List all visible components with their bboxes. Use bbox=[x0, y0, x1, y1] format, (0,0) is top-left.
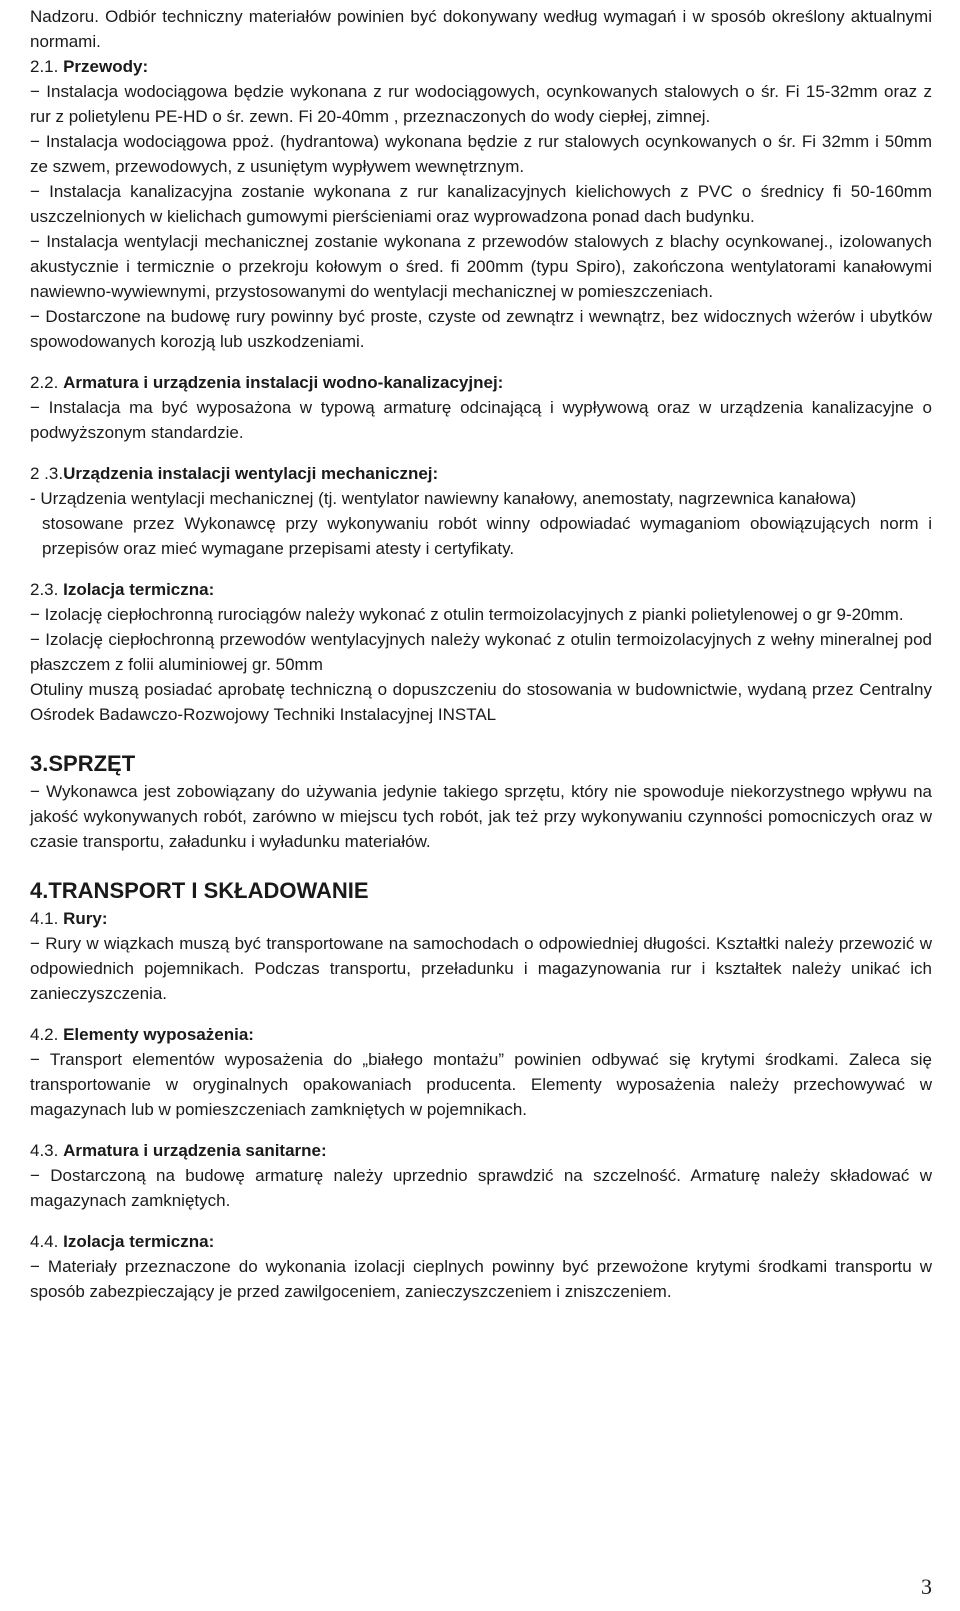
section-number: 2.1. bbox=[30, 57, 59, 76]
section-title: Armatura i urządzenia instalacji wodno-kanalizacyjnej: bbox=[63, 373, 504, 392]
list-item: − Dostarczone na budowę rury powinny być proste, czyste od zewnątrz i wewnątrz, bez widocznych wżerów i ubytków spowodowanych korozją lub uszkodzeniami. bbox=[30, 307, 932, 351]
list-item: − Izolację ciepłochronną rurociągów należy wykonać z otulin termoizolacyjnych z pianki polietylenowej o gr 9-20mm. bbox=[30, 605, 904, 624]
section-2-2-heading bbox=[30, 370, 932, 395]
section-number: 4.2. bbox=[30, 1025, 59, 1044]
section-title: Armatura i urządzenia sanitarne: bbox=[63, 1141, 327, 1160]
list-item: − Instalacja ma być wyposażona w typową armaturę odcinającą i wypływową oraz w urządzenia kanalizacyjne o podwyższonym standardzie. bbox=[30, 398, 932, 442]
section-number: 4.4. bbox=[30, 1232, 59, 1251]
section-title: Izolacja termiczna: bbox=[63, 580, 215, 599]
section-number: 2 .3. bbox=[30, 464, 64, 483]
section-title: Urządzenia instalacji wentylacji mechanicznej: bbox=[63, 464, 439, 483]
section-4-1-heading bbox=[30, 906, 932, 931]
paragraph: − Dostarczoną na budowę armaturę należy uprzednio sprawdzić na szczelność. Armaturę należy składować w magazynach zamkniętych. bbox=[30, 1166, 932, 1210]
document-body bbox=[30, 4, 932, 1304]
section-4-4-heading bbox=[30, 1229, 932, 1254]
section-number: 4.1. bbox=[30, 909, 59, 928]
section-4-2-heading bbox=[30, 1022, 932, 1047]
section-3-heading: 3.SPRZĘT bbox=[30, 751, 136, 776]
section-title: Elementy wyposażenia: bbox=[63, 1025, 254, 1044]
section-number: 2.2. bbox=[30, 373, 59, 392]
paragraph: − Rury w wiązkach muszą być transportowane na samochodach o odpowiedniej długości. Kształtki należy przewozić w odpowiednich pojemnikach. Podczas transportu, przeładunku i magazynowania rur i kształtek należy unikać ich zanieczyszczenia. bbox=[30, 934, 932, 1003]
section-title: Przewody: bbox=[63, 57, 149, 76]
list-item: − Instalacja wentylacji mechanicznej zostanie wykonana z przewodów stalowych z blachy ocynkowanej., izolowanych akustycznie i termicznie o przekroju kołowym o śred. fi 200mm (typu Spiro), zakończona wentylatorami kanałowymi nawiewno-wywiewnymi, przystosowanymi do wentylacji mechanicznej w pomieszczeniach. bbox=[30, 232, 932, 301]
section-2-3-heading bbox=[30, 461, 932, 486]
intro-paragraph: Nadzoru. Odbiór techniczny materiałów powinien być dokonywany według wymagań i w sposób określony aktualnymi normami. bbox=[30, 7, 932, 51]
list-item: - Urządzenia wentylacji mechanicznej (tj. wentylator nawiewny kanałowy, anemostaty, nagrzewnica kanałowa) bbox=[30, 489, 857, 508]
section-2-1-heading bbox=[30, 54, 932, 79]
paragraph: − Materiały przeznaczone do wykonania izolacji cieplnych powinny być przewożone krytymi środkami transportu w sposób zabezpieczający je przed zawilgoceniem, zanieczyszczeniem i zniszczeniem. bbox=[30, 1257, 932, 1301]
list-item: − Instalacja wodociągowa będzie wykonana z rur wodociągowych, ocynkowanych stalowych o śr. Fi 15-32mm oraz z rur z polietylenu PE-HD o śr. zewn. Fi 20-40mm , przeznaczonych do wody ciepłej, zimnej. bbox=[30, 82, 932, 126]
paragraph: − Transport elementów wyposażenia do „białego montażu” powinien odbywać się krytymi środkami. Zaleca się transportowanie w oryginalnych opakowaniach producenta. Elementy wyposażenia należy przechowywać w magazynach lub w pomieszczeniach zamkniętych w pojemnikach. bbox=[30, 1050, 932, 1119]
section-number: 4.3. bbox=[30, 1141, 59, 1160]
section-4-heading: 4.TRANSPORT I SKŁADOWANIE bbox=[30, 878, 369, 903]
page-number: 3 bbox=[921, 1574, 932, 1599]
section-2-3-insulation-heading bbox=[30, 577, 932, 602]
section-4-3-heading bbox=[30, 1138, 932, 1163]
section-title: Rury: bbox=[63, 909, 108, 928]
list-item: − Instalacja wodociągowa ppoż. (hydrantowa) wykonana będzie z rur stalowych ocynkowanych o śr. Fi 32mm i 50mm ze szwem, przewodowych, z usuniętym wypływem wewnętrznym. bbox=[30, 132, 932, 176]
list-item: − Izolację ciepłochronną przewodów wentylacyjnych należy wykonać z otulin termoizolacyjnych z wełny mineralnej pod płaszczem z folii aluminiowej gr. 50mm bbox=[30, 630, 932, 674]
list-item-continuation: stosowane przez Wykonawcę przy wykonywaniu robót winny odpowiadać wymaganiom obowiązujących norm i przepisów oraz mieć wymagane przepisami atesty i certyfikaty. bbox=[42, 514, 932, 558]
section-number: 2.3. bbox=[30, 580, 59, 599]
paragraph: − Wykonawca jest zobowiązany do używania jedynie takiego sprzętu, który nie spowoduje niekorzystnego wpływu na jakość wykonywanych robót, zarówno w miejscu tych robót, jak też przy wykonywaniu czynności pomocniczych oraz w czasie transportu, załadunku i wyładunku materiałów. bbox=[30, 782, 932, 851]
list-item: − Instalacja kanalizacyjna zostanie wykonana z rur kanalizacyjnych kielichowych z PVC o średnicy fi 50-160mm uszczelnionych w kielichach gumowymi pierścieniami oraz wyprowadzona ponad dach budynku. bbox=[30, 182, 932, 226]
paragraph: Otuliny muszą posiadać aprobatę techniczną o dopuszczeniu do stosowania w budownictwie, wydaną przez Centralny Ośrodek Badawczo-Rozwojowy Techniki Instalacyjnej INSTAL bbox=[30, 680, 932, 724]
section-title: Izolacja termiczna: bbox=[63, 1232, 215, 1251]
